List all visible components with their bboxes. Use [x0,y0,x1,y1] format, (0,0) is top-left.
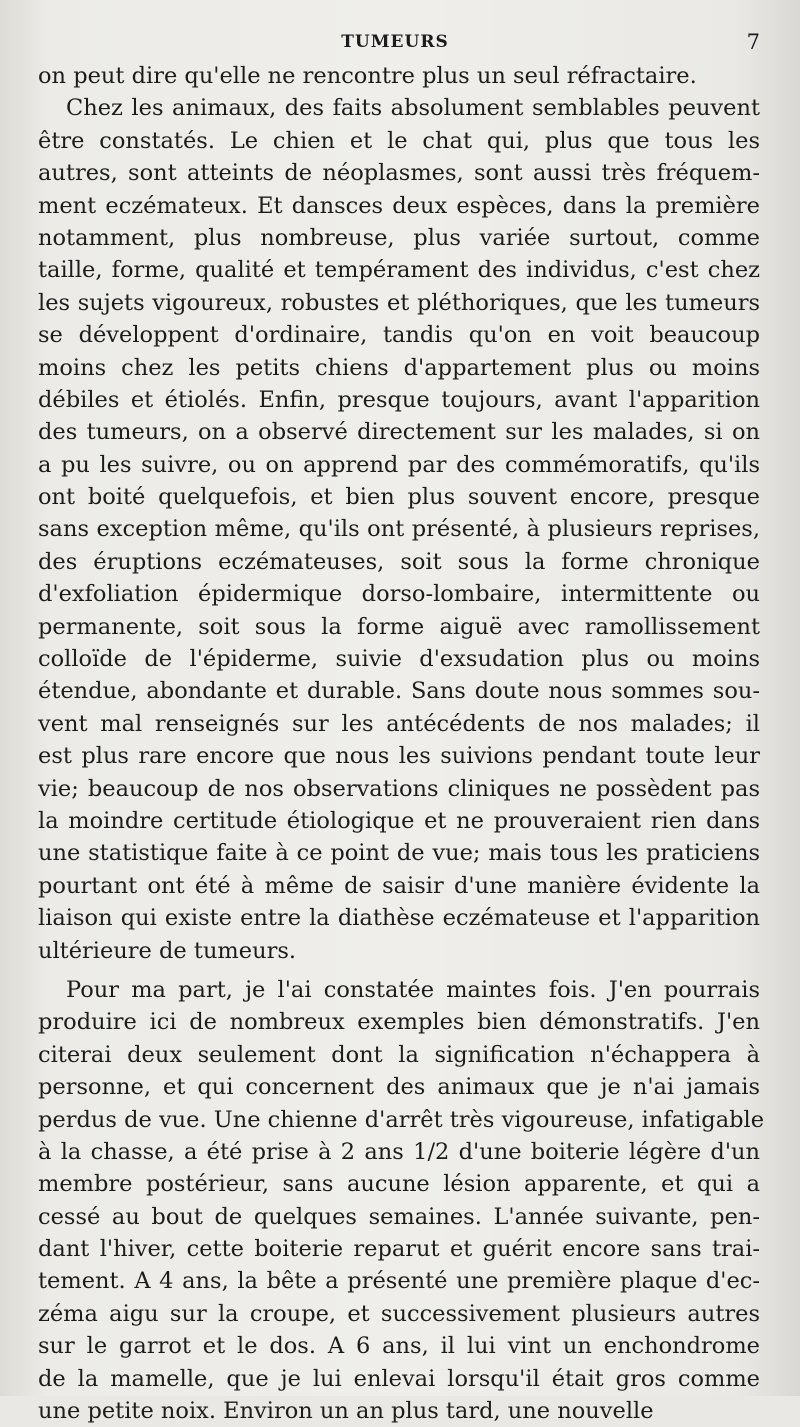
text-line: personne, et qui concernent des animaux que je n'ai jamais [38,1074,760,1101]
paragraph [38,60,760,92]
text-line: produire ici de nombreux exemples bien démonstratifs. J'en [38,1009,760,1036]
text-line: une statistique faite à ce point de vue; mais tous les praticiens [38,840,760,867]
text-line: perdus de vue. Une chienne d'arrêt très vigoureuse, infatigable [38,1106,765,1133]
text-line: on peut dire qu'elle ne rencontre plus un seul réfractaire. [38,63,697,89]
text-line: permanente, soit sous la forme aiguë avec ramollissement [38,613,760,640]
paragraph [38,92,760,967]
text-line: sur le garrot et le dos. A 6 ans, il lui vint un enchondrome [38,1333,760,1360]
page-header [0,30,800,60]
text-line: pourtant ont été à même de saisir d'une manière évidente la [38,872,760,899]
text-line: débiles et étiolés. Enfin, presque toujours, avant l'apparition [38,386,760,413]
text-line: tement. A 4 ans, la bête a présenté une première plaque d'ec- [38,1268,760,1295]
text-line: sans exception même, qu'ils ont présenté, à plusieurs reprises, [38,516,760,543]
text-line: citerai deux seulement dont la signification n'échappera à [38,1041,760,1068]
text-line: ultérieure de tumeurs. [38,937,297,964]
text-line: colloïde de l'épiderme, suivie d'exsudation plus ou moins [38,646,760,673]
text-line: vent mal renseignés sur les antécédents de nos malades; il [38,710,760,737]
text-line: taille, forme, qualité et tempérament des individus, c'est chez [38,257,760,284]
paragraph-gap [38,967,760,974]
text-line: des éruptions eczémateuses, soit sous la forme chronique [38,548,760,575]
text-line: cessé au bout de quelques semaines. L'année suivante, pen- [38,1203,760,1230]
body-text [38,60,765,1427]
text-line: Pour ma part, je l'ai constatée maintes fois. J'en pourrais [66,976,760,1003]
text-line: notamment, plus nombreuse, plus variée surtout, comme [38,224,760,251]
text-line: les sujets vigoureux, robustes et pléthoriques, que les tumeurs [38,289,760,316]
text-line: membre postérieur, sans aucune lésion apparente, et qui a [38,1171,760,1198]
text-line: autres, sont atteints de néoplasmes, sont aussi très fréquem- [38,160,760,187]
paragraph [38,974,765,1427]
text-line: liaison qui existe entre la diathèse eczémateuse et l'apparition [38,905,760,932]
text-line: zéma aigu sur la croupe, et successivement plusieurs autres [38,1300,760,1327]
text-line: la moindre certitude étiologique et ne prouveraient rien dans [38,807,760,834]
text-line: se développent d'ordinaire, tandis qu'on en voit beaucoup [38,322,760,349]
text-line: être constatés. Le chien et le chat qui, plus que tous les [38,127,760,154]
text-line: de la mamelle, que je lui enlevai lorsqu'il était gros comme [38,1365,760,1392]
text-line: des tumeurs, on a observé directement sur les malades, si on [38,419,760,446]
text-line: moins chez les petits chiens d'appartement plus ou moins [38,354,760,381]
page-number: 7 [746,30,760,54]
text-line: dant l'hiver, cette boiterie reparut et guérit encore sans trai- [38,1236,760,1263]
text-line: est plus rare encore que nous les suivions pendant toute leur [38,743,760,770]
text-line: étendue, abondante et durable. Sans doute nous sommes sou- [38,678,760,705]
text-line: d'exfoliation épidermique dorso-lombaire, intermittente ou [38,581,760,608]
text-line: Chez les animaux, des faits absolument semblables peuvent [66,95,760,122]
text-line: vie; beaucoup de nos observations cliniques ne possèdent pas [38,775,760,802]
text-line: une petite noix. Environ un an plus tard, une nouvelle [38,1398,654,1425]
text-line: a pu les suivre, ou on apprend par des commémoratifs, qu'ils [38,451,760,478]
text-line: ment eczémateux. Et dansces deux espèces, dans la première [38,192,760,219]
running-title: TUMEURS [341,32,449,52]
text-line: ont boité quelquefois, et bien plus souvent encore, presque [38,484,760,511]
text-line: à la chasse, a été prise à 2 ans 1/2 d'une boiterie légère d'un [38,1138,760,1165]
